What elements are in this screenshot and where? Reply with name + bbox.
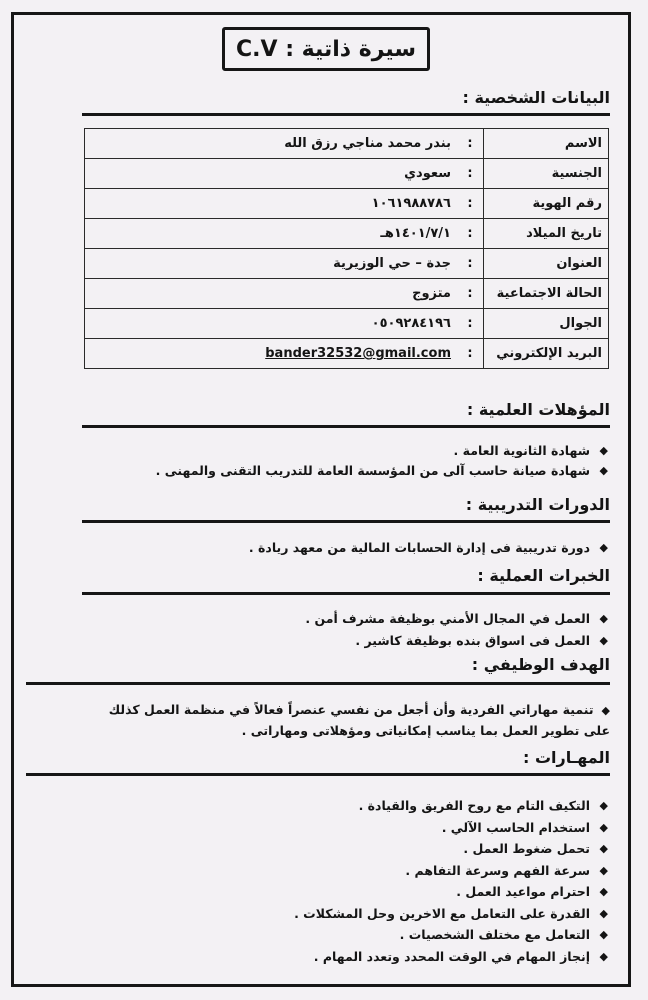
- cv-title: سيرة ذاتية : C.V: [222, 27, 430, 71]
- nationality-sep: :: [457, 159, 484, 189]
- table-row: [85, 279, 609, 309]
- diamond-bullet-icon: ◆: [599, 949, 608, 963]
- address-sep: :: [457, 249, 484, 279]
- diamond-bullet-icon: ◆: [599, 863, 608, 877]
- id-sep: :: [457, 189, 484, 219]
- birthdate-label: تاريخ الميلاد: [484, 219, 609, 249]
- goal-line-2: على تطوير العمل بما يناسب إمكانياتى ومؤهلاتى ومهاراتى .: [241, 723, 610, 738]
- address-value: جدة – حي الوزيرية: [85, 249, 458, 279]
- skills-heading: المهـارات :: [523, 748, 610, 767]
- birthdate-sep: :: [457, 219, 484, 249]
- goal-heading: الهدف الوظيفي :: [471, 655, 610, 674]
- diamond-bullet-icon: ◆: [599, 906, 608, 920]
- personal-rule: [82, 113, 610, 116]
- experience-heading: الخبرات العملية :: [477, 566, 610, 585]
- address-label: العنوان: [484, 249, 609, 279]
- list-item: ◆ القدرة على التعامل مع الاخرين وحل المشكلات .: [294, 903, 610, 925]
- experience-rule: [82, 592, 610, 595]
- list-item: ◆ سرعة الفهم وسرعة التفاهم .: [294, 860, 610, 882]
- mobile-value: ٠٥٠٩٢٨٤١٩٦: [85, 309, 458, 339]
- qualifications-rule: [82, 425, 610, 428]
- nationality-value: سعودي: [85, 159, 458, 189]
- email-label: البريد الإلكتروني: [484, 339, 609, 369]
- list-item: ◆ دورة تدريبية فى إدارة الحسابات المالية من معهد ريادة .: [249, 538, 610, 558]
- nationality-label: الجنسية: [484, 159, 609, 189]
- skills-rule: [26, 773, 610, 776]
- goal-text: [50, 700, 610, 741]
- marital-sep: :: [457, 279, 484, 309]
- diamond-bullet-icon: ◆: [599, 444, 608, 457]
- list-item: ◆ شهادة صيانة حاسب آلى من المؤسسة العامة للتدريب التقنى والمهنى .: [156, 461, 610, 481]
- courses-list: [249, 538, 610, 558]
- list-item: ◆ العمل في المجال الأمني بوظيفة مشرف أمن .: [305, 608, 610, 630]
- email-sep: :: [457, 339, 484, 369]
- name-label: الاسم: [484, 129, 609, 159]
- diamond-bullet-icon: ◆: [599, 928, 608, 941]
- table-row: [85, 249, 609, 279]
- id-label: رقم الهوية: [484, 189, 609, 219]
- list-item: ◆ التعامل مع مختلف الشخصيات .: [294, 924, 610, 946]
- name-sep: :: [457, 129, 484, 159]
- mobile-label: الجوال: [484, 309, 609, 339]
- diamond-bullet-icon: ◆: [601, 704, 610, 717]
- diamond-bullet-icon: ◆: [599, 885, 608, 898]
- goal-line-1: ◆تنمية مهاراتي الفردية وأن أجعل من نفسي عنصراً فعالاً في منظمة العمل كذلك: [108, 702, 610, 717]
- table-row: [85, 219, 609, 249]
- table-row: [85, 159, 609, 189]
- list-item: ◆ إنجاز المهام في الوقت المحدد وتعدد المهام .: [294, 946, 610, 968]
- qualifications-heading: المؤهلات العلمية :: [466, 400, 610, 419]
- table-row: [85, 129, 609, 159]
- marital-value: متزوج: [85, 279, 458, 309]
- diamond-bullet-icon: ◆: [599, 612, 608, 625]
- goal-rule: [26, 682, 610, 685]
- table-row: [85, 309, 609, 339]
- list-item: ◆ استخدام الحاسب الآلي .: [294, 817, 610, 839]
- list-item: ◆ احترام مواعيد العمل .: [294, 881, 610, 903]
- birthdate-value: ١٤٠١/٧/١هـ: [85, 219, 458, 249]
- list-item: ◆ العمل فى اسواق بنده بوظيفة كاشير .: [305, 630, 610, 652]
- diamond-bullet-icon: ◆: [599, 541, 608, 554]
- email-cell: [85, 339, 458, 369]
- qualifications-list: [156, 441, 610, 481]
- diamond-bullet-icon: ◆: [599, 842, 608, 855]
- diamond-bullet-icon: ◆: [599, 464, 608, 477]
- personal-heading: البيانات الشخصية :: [462, 88, 610, 107]
- list-item: ◆ تحمل ضغوط العمل .: [294, 838, 610, 860]
- table-row: [85, 339, 609, 369]
- courses-heading: الدورات التدريبية :: [465, 495, 610, 514]
- experience-list: [305, 608, 610, 652]
- diamond-bullet-icon: ◆: [599, 799, 608, 812]
- list-item: ◆ التكيف التام مع روح الفريق والقيادة .: [294, 795, 610, 817]
- name-value: بندر محمد مناجي رزق الله: [85, 129, 458, 159]
- marital-label: الحالة الاجتماعية: [484, 279, 609, 309]
- personal-info-table: [84, 128, 609, 369]
- id-value: ١٠٦١٩٨٨٧٨٦: [85, 189, 458, 219]
- mobile-sep: :: [457, 309, 484, 339]
- diamond-bullet-icon: ◆: [599, 634, 608, 647]
- skills-list: [294, 795, 610, 967]
- list-item: ◆ شهادة الثانوية العامة .: [156, 441, 610, 461]
- diamond-bullet-icon: ◆: [599, 820, 608, 834]
- email-link[interactable]: bander32532@gmail.com: [265, 346, 451, 361]
- courses-rule: [82, 520, 610, 523]
- table-row: [85, 189, 609, 219]
